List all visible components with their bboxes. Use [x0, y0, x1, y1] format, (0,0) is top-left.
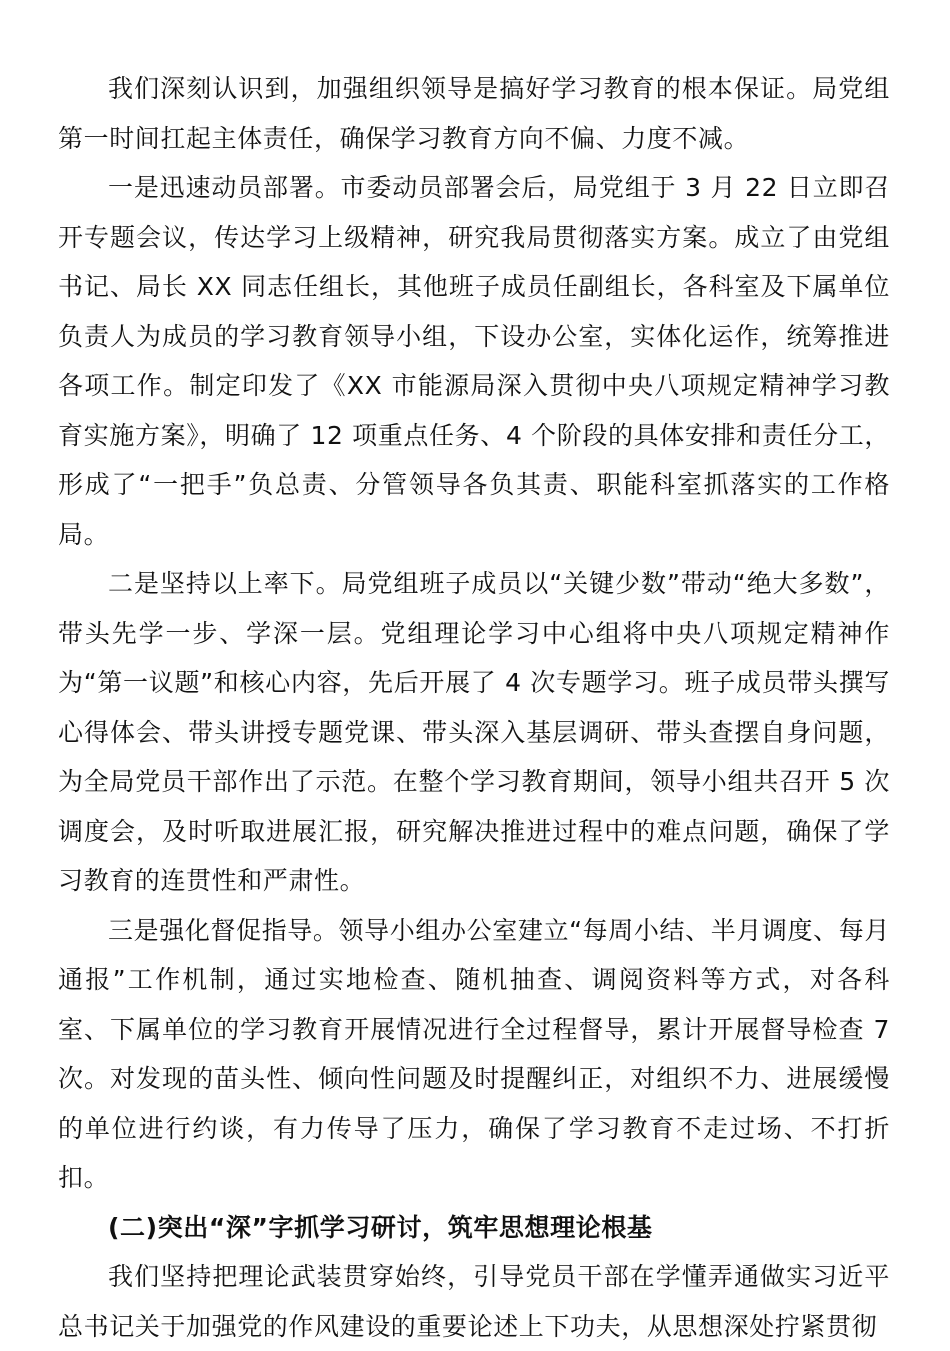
paragraph-theory-study: 我们坚持把理论武装贯穿始终，引导党员干部在学懂弄通做实习近平总书记关于加强党的作风建设的重要论述上下功夫，从思想深处拧紧贯彻 — [58, 1262, 890, 1341]
paragraph-lead-by-example: 二是坚持以上率下。局党组班子成员以“关键少数”带动“绝大多数”，带头先学一步、学深一层。党组理论学习中心组将中央八项规定精神作为“第一议题”和核心内容，先后开展了 4 次专题学习。班子成员带头撰写心得体会、带头讲授专题党课、带头深入基层调研、带头查摆自身问题，为全局党员干部作出了示范。在整个学习教育期间，领导小组共召开 5 次调度会，及时听取进展汇报，研究解决推进过程中的难点问题，确保了学习教育的连贯性和严肃性。 — [58, 569, 890, 895]
section-heading: (二)突出“深”字抓学习研讨，筑牢思想理论根基 — [108, 1212, 653, 1242]
paragraph-intro: 我们深刻认识到，加强组织领导是搞好学习教育的根本保证。局党组第一时间扛起主体责任，确保学习教育方向不偏、力度不减。 — [58, 74, 890, 153]
paragraph-mobilize: 一是迅速动员部署。市委动员部署会后，局党组于 3 月 22 日立即召开专题会议，传达学习上级精神，研究我局贯彻落实方案。成立了由党组书记、局长 XX 同志任组长，其他班子成员任副组长，各科室及下属单位负责人为成员的学习教育领导小组，下设办公室，实体化运作，统筹推进各项工作。制定印发了《XX 市能源局深入贯彻中央八项规定精神学习教育实施方案》，明确了 12 项重点任务、4 个阶段的具体安排和责任分工，形成了“一把手”负总责、分管领导各负其责、职能科室抓落实的工作格局。 — [58, 173, 890, 549]
paragraph-supervision: 三是强化督促指导。领导小组办公室建立“每周小结、半月调度、每月通报”工作机制，通过实地检查、随机抽查、调阅资料等方式，对各科室、下属单位的学习教育开展情况进行全过程督导，累计开展督导检查 7 次。对发现的苗头性、倾向性问题及时提醒纠正，对组织不力、进展缓慢的单位进行约谈，有力传导了压力，确保了学习教育不走过场、不打折扣。 — [58, 915, 890, 1192]
